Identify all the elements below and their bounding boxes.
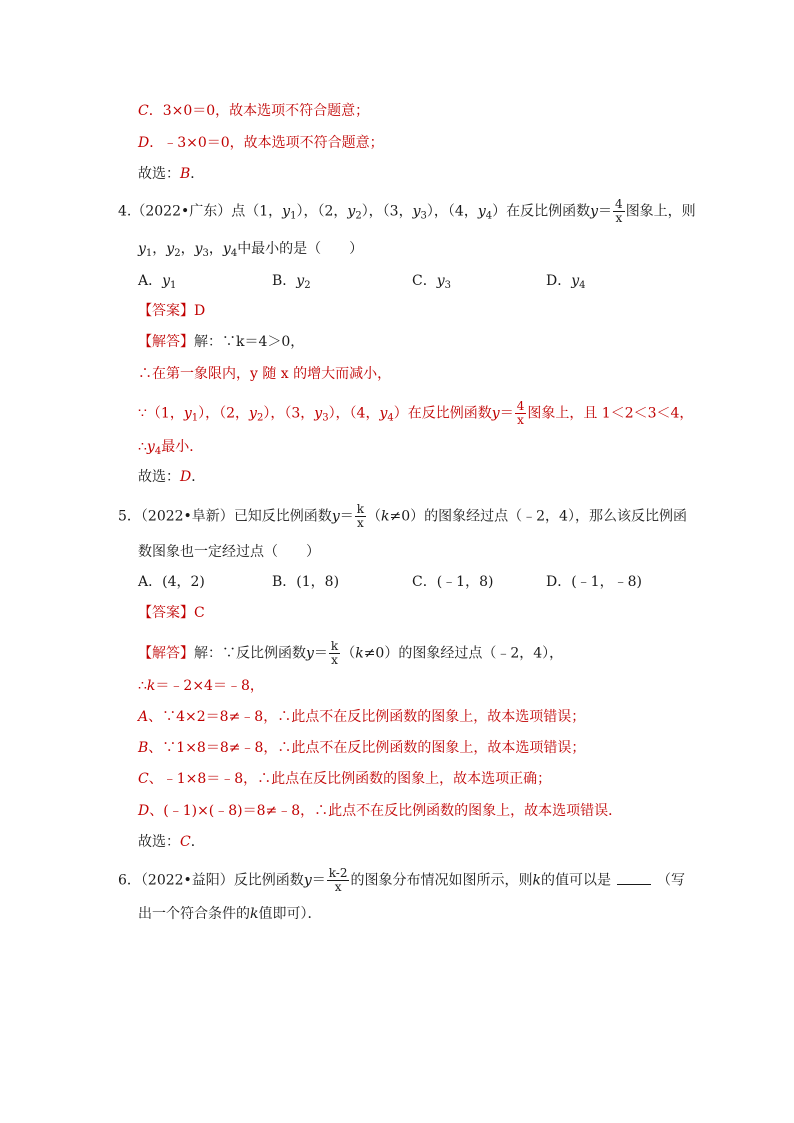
question-number: 4. <box>118 203 132 220</box>
q5-option-a[interactable]: A．(4，2) <box>138 574 205 590</box>
answer-tag: 【答案】 <box>138 605 194 621</box>
q3-choose: 故选：B． <box>138 166 205 182</box>
fraction-4-over-x: $\frac{4}{x}$ <box>516 399 525 427</box>
q5-option-c[interactable]: C．(﹣1，8) <box>412 574 494 590</box>
q5-stem-line2: 数图象也一定经过点（ ） <box>138 544 320 560</box>
q5-solution-line2: ∴k＝﹣2×4＝﹣8， <box>138 678 264 694</box>
q5-answer: 【答案】C <box>138 605 205 621</box>
q3-c-label: C <box>138 103 149 119</box>
q5-solution-d: D、(﹣1)×(﹣8)＝8≠﹣8，∴此点不在反比例函数的图象上，故本选项错误． <box>138 803 623 819</box>
answer-blank[interactable] <box>617 872 651 885</box>
q3-option-d-solution: D．﹣3×0＝0，故本选项不符合题意； <box>138 135 384 151</box>
question-source: （2022•益阳） <box>140 872 234 889</box>
q5-choose: 故选：C． <box>138 834 205 850</box>
q4-solution-line2: ∴在第一象限内，y 随 x 的增大而减小， <box>138 366 392 382</box>
q5-solution-a: A、∵4×2＝8≠﹣8，∴此点不在反比例函数的图象上，故本选项错误； <box>138 709 586 725</box>
q4-solution-line4: $\therefore y_4$最小． <box>138 439 204 457</box>
fraction-k-over-x: $\frac{k}{x}$ <box>330 639 339 667</box>
q5-option-b[interactable]: B．(1，8) <box>272 574 340 590</box>
q4-option-c[interactable]: C．$y_3$ <box>412 273 452 291</box>
q3-d-label: D <box>138 135 150 151</box>
q6-stem-line2: 出一个符合条件的k值即可）． <box>138 906 322 922</box>
question-source: （2022•阜新） <box>140 508 234 525</box>
answer-tag: 【答案】 <box>138 303 194 319</box>
q6-stem-line1: 6．（2022•益阳）反比例函数y＝ $\frac{k-2}{x}$ 的图象分布情况如图所示，则k的值可以是 （写 <box>118 866 685 894</box>
q4-option-a[interactable]: A．$y_1$ <box>138 273 177 291</box>
q4-solution-line3: ∵（1，$y_1$），（2，$y_2$），（3，$y_3$），（4，$y_4$）在反比例函数y＝ $\frac{4}{x}$ 图象上，且 1＜2＜3＜4， <box>138 399 694 427</box>
q4-solution-line1: 【解答】解：∵k＝4＞0， <box>138 334 305 350</box>
q4-stem-line2: $y_1$，$y_2$，$y_3$，$y_4$中最小的是（ ） <box>138 241 364 259</box>
q5-option-d[interactable]: D．(﹣1，﹣8) <box>546 574 642 590</box>
question-number: 6． <box>118 872 141 889</box>
q4-stem-line1: 4.（2022•广东）点（1，$y_1$），（2，$y_2$），（3，$y_3$），（4，$y_4$）在反比例函数y＝ $\frac{4}{x}$ 图象上，则 <box>118 197 696 225</box>
fraction-4-over-x: $\frac{4}{x}$ <box>615 197 623 225</box>
q5-solution-line1: 【解答】解：∵反比例函数y＝ $\frac{k}{x}$ （k≠0）的图象经过点（﹣2，4）， <box>138 639 564 667</box>
q4-answer: 【答案】D <box>138 303 206 319</box>
q5-stem-line1: 5．（2022•阜新）已知反比例函数y＝ $\frac{k}{x}$ （k≠0）的图象经过点（﹣2，4），那么该反比例函 <box>118 502 687 530</box>
q4-choose: 故选：D． <box>138 469 206 485</box>
fraction-k-over-x: $\frac{k}{x}$ <box>356 502 365 530</box>
q5-solution-b: B、∵1×8＝8≠﹣8，∴此点不在反比例函数的图象上，故本选项错误； <box>138 740 586 756</box>
q4-option-d[interactable]: D．$y_4$ <box>546 273 586 291</box>
q3-option-c-solution: C．3×0＝0，故本选项不符合题意； <box>138 103 370 119</box>
fraction-k-minus-2-over-x: $\frac{k-2}{x}$ <box>328 866 348 894</box>
question-number: 5． <box>118 508 141 525</box>
q4-option-b[interactable]: B．$y_2$ <box>272 273 311 291</box>
solution-tag: 【解答】 <box>138 334 194 350</box>
solution-tag: 【解答】 <box>138 645 194 662</box>
q5-solution-c: C、﹣1×8＝﹣8，∴此点在反比例函数的图象上，故本选项正确； <box>138 771 552 787</box>
question-source: （2022•广东） <box>131 203 232 220</box>
